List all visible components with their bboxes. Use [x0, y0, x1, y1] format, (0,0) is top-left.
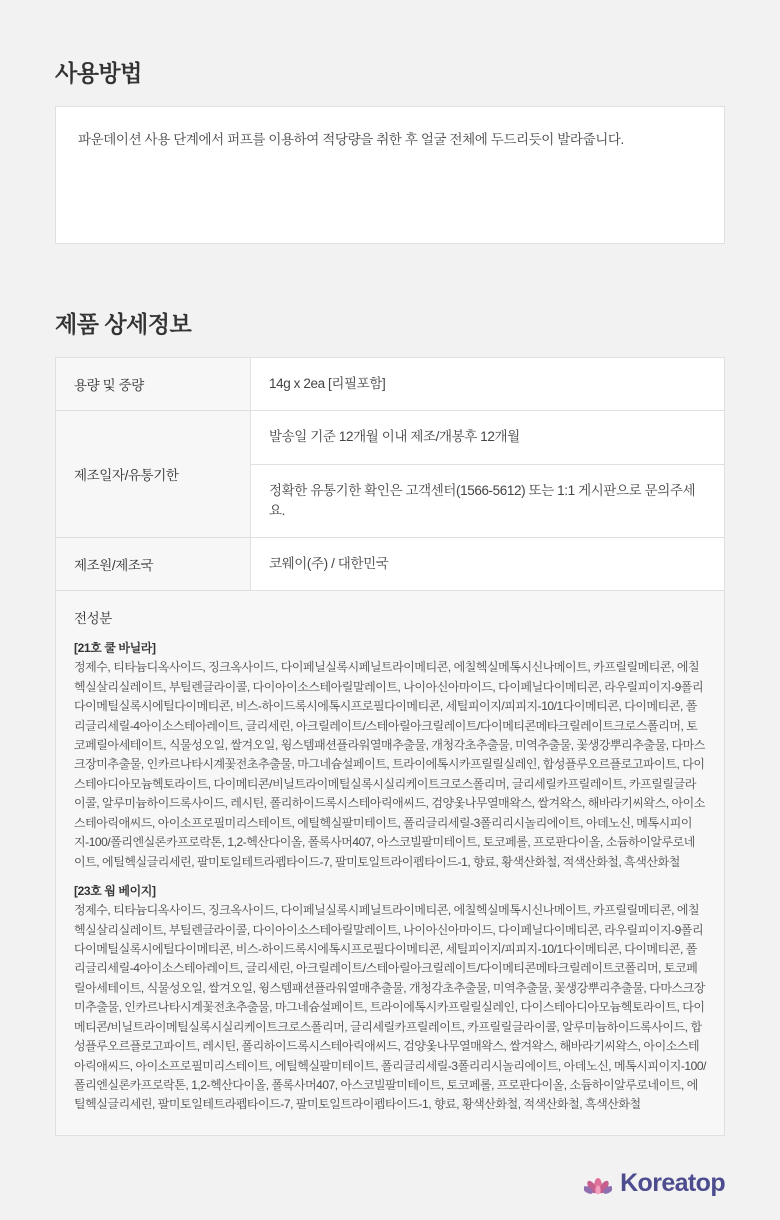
- ingredients-group-body-23: 정제수, 티타늄디옥사이드, 징크옥사이드, 다이페닐실록시페닐트라이메티콘, 에칠헥실메톡시신나메이트, 카프릴릴메티콘, 에칠헥실살리실레이트, 부틸렌글라이콜, 다이아이소스테아릴말레이트, 나이아신아마이드, 다이페닐다이메티콘, 라우릴피이지-9폴리다이메틸실록시에틸다이메티콘, 비스-하이드록시에톡시프로필다이메티콘, 세틸피이지/피피지-10/1다이메티콘, 다이메티콘, 폴리글리세릴-4아이소스테아레이트, 글리세린, 아크릴레이트/스테아릴아크릴레이트/다이메티콘메타크릴레이트코폴리머, 토코페릴아세테이트, 식물성오일, 쌀겨오일, 윙스템패션플라워열매추출물, 개청각초추출물, 미역추출물, 꽃생강뿌리추출물, 다마스크장미추출물, 인카르나타시계꽃전초추출물, 마그네슘설페이트, 트라이에톡시카프릴릴실레인, 다이스테아디아모늄헥토라이트, 다이메티콘/비닐트라이메틸실록시실리케이트크로스폴리머, 글리세릴카프릴레이트, 카프릴릴글라이콜, 알루미늄하이드록사이드, 합성플루오르플로고파이트, 레시틴, 폴리하이드록시스테아릭애씨드, 검양옻나무열매왁스, 쌀겨왁스, 해바라기씨왁스, 아이소스테아릭애씨드, 아이소프로필미리스테이트, 에틸헥실팔미테이트, 폴리글리세릴-3폴리리시놀리에이트, 아데노신, 메톡시피이지-100/폴리엔실론카프로락톤, 1,2-헥산다이올, 폴록사머407, 아스코빌팔미테이트, 토코페롤, 프로판다이올, 소듐하이알루로네이트, 에틸헥실글리세린, 팔미토일테트라펩타이드-7, 팔미토일트라이펩타이드-1, 향료, 황색산화철, 적색산화철, 흑색산화철: [74, 903, 706, 1112]
- spec-label-manufacturer: 제조원/제조국: [56, 538, 251, 591]
- usage-description-text: 파운데이션 사용 단계에서 퍼프를 이용하여 적당량을 취한 후 얼굴 전체에 두드리듯이 발라줍니다.: [78, 132, 624, 147]
- ingredients-group-title-23: [23호 웜 베이지]: [74, 884, 156, 899]
- site-footer: [584, 1169, 725, 1198]
- brand-name: Koreatop: [620, 1169, 725, 1197]
- ingredients-panel: [55, 591, 725, 1136]
- spec-value-expiry-note: 정확한 유통기한 확인은 고객센터(1566-5612) 또는 1:1 게시판으로 문의주세요.: [251, 464, 725, 538]
- spec-value-manufacture-date: 발송일 기준 12개월 이내 제조/개봉후 12개월: [251, 411, 725, 464]
- usage-description-box: [55, 106, 725, 244]
- product-spec-table: [55, 357, 725, 591]
- spec-label-manufacture-date: 제조일자/유통기한: [56, 411, 251, 538]
- ingredients-heading: 전성분: [74, 611, 112, 627]
- table-row: [56, 411, 725, 464]
- lotus-flower-icon: [584, 1170, 612, 1198]
- usage-section-title: 사용방법: [55, 60, 142, 86]
- spec-value-capacity: 14g x 2ea [리필포함]: [251, 358, 725, 411]
- detail-section-title: 제품 상세정보: [55, 311, 192, 337]
- table-row: [56, 538, 725, 591]
- table-row: [56, 358, 725, 411]
- ingredients-group-body-21: 정제수, 티타늄디옥사이드, 징크옥사이드, 다이페닐실록시페닐트라이메티콘, 에칠헥실메톡시신나메이트, 카프릴릴메티콘, 에칠헥실살리실레이트, 부틸렌글라이콜, 다이아이소스테아릴말레이트, 나이아신아마이드, 다이페닐다이메티콘, 라우릴피이지-9폴리다이메틸실록시에틸다이메티콘, 비스-하이드록시에톡시프로필다이메티콘, 세틸피이지/피피지-10/1다이메티콘, 다이메티콘, 폴리글리세릴-4아이소스테아레이트, 글리세린, 아크릴레이트/스테아릴아크릴레이트/다이메티콘메타크릴레이트크로스폴리머, 토코페릴아세테이트, 식물성오일, 쌀겨오일, 윙스템패션플라워열매추출물, 개청각초추출물, 미역추출물, 꽃생강뿌리추출물, 다마스크장미추출물, 인카르나타시계꽃전초추출물, 마그네슘설페이트, 트라이에톡시카프릴릴실레인, 합성플루오르플로고파이트, 다이스테아디아모늄헥토라이트, 다이메티콘/비닐트라이메틸실록시실리케이트크로스폴리머, 글리세릴카프릴레이트, 카프릴릴글라이콜, 알루미늄하이드록사이드, 레시틴, 폴리하이드록시스테아릭애씨드, 검양옻나무열매왁스, 쌀겨왁스, 해바라기씨왁스, 아이소스테아릭애씨드, 아이소프로필미리스테이트, 에틸헥실팔미테이트, 폴리글리세릴-3폴리리시놀리에이트, 아데노신, 메톡시피이지-100/폴리엔실론카프로락톤, 1,2-헥산다이올, 폴록사머407, 아스코빌팔미테이트, 토코페롤, 프로판다이올, 소듐하이알루로네이트, 에틸헥실글리세린, 팔미토일테트라펩타이드-7, 팔미토일트라이펩타이드-1, 향료, 황색산화철, 적색산화철, 흑색산화철: [74, 660, 705, 869]
- spec-value-manufacturer: 코웨이(주) / 대한민국: [251, 538, 725, 591]
- ingredients-group-title-21: [21호 쿨 바닐라]: [74, 641, 156, 656]
- spec-label-capacity: 용량 및 중량: [56, 358, 251, 411]
